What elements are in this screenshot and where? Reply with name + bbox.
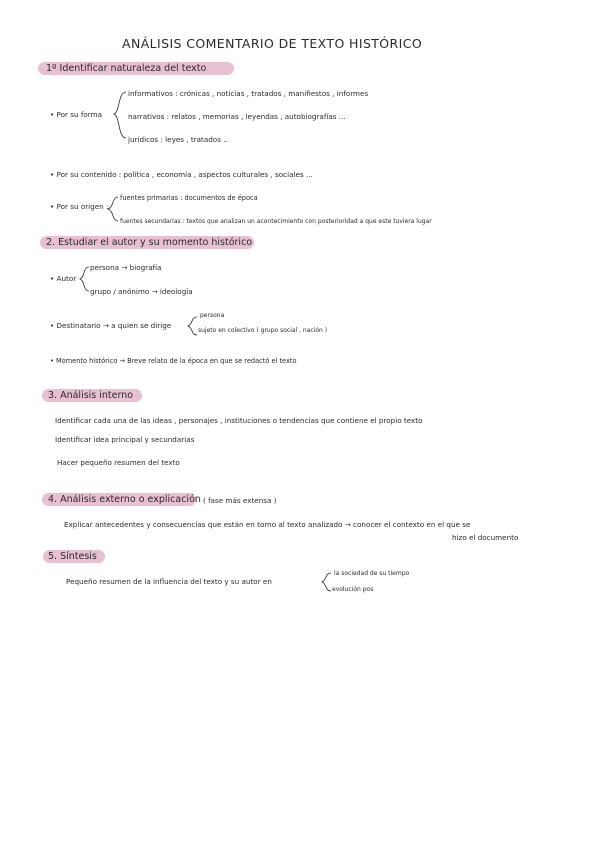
- destinatario-item-persona: persona: [200, 312, 225, 319]
- analisis-externo-line-1: Explicar antecedentes y consecuencias que están en torno al texto analizado → conocer el contexto en el que se: [64, 520, 471, 529]
- analisis-externo-line-2: hizo el documento: [452, 533, 519, 542]
- sintesis-item-evolucion: evolución pos: [332, 586, 374, 593]
- section-4-heading: 4. Análisis externo o explicación: [48, 494, 201, 505]
- origen-item-primarias: fuentes primarias : documentos de época: [120, 194, 258, 202]
- forma-label: • Por su forma: [50, 110, 102, 119]
- section-5-heading: 5. Síntesis: [48, 551, 97, 562]
- section-3-heading: 3. Análisis interno: [48, 390, 134, 401]
- contenido-line: • Por su contenido : política , economía , aspectos culturales , sociales ...: [50, 170, 313, 179]
- destinatario-brace: [188, 316, 198, 336]
- sintesis-brace: [322, 572, 332, 592]
- sintesis-line: Pequeño resumen de la influencia del texto y su autor en: [66, 577, 272, 586]
- section-1-heading: 1º Identificar naturaleza del texto: [46, 63, 207, 74]
- section-4-note: ( fase más extensa ): [203, 496, 277, 505]
- origen-brace: [108, 196, 120, 222]
- destinatario-label: • Destinatario → a quien se dirige: [50, 321, 172, 330]
- sintesis-item-sociedad: la sociedad de su tiempo: [334, 570, 410, 577]
- analisis-interno-line-1: Identificar cada una de las ideas , personajes , instituciones o tendencias que contiene el propio texto: [55, 416, 423, 425]
- autor-label: • Autor: [50, 274, 77, 283]
- forma-item-narrativos: narrativos : relatos , memorias , leyendas , autobiografías ...: [128, 112, 346, 121]
- origen-label: • Por su origen :: [50, 202, 109, 211]
- origen-item-secundarias: fuentes secundarias : textos que analizan un acontecimiento con posterioridad a que este tuviera lugar: [120, 218, 432, 225]
- forma-item-informativos: informativos : crónicas , noticias , tratados , manifiestos , informes: [128, 89, 369, 98]
- forma-item-juridicos: jurídicos : leyes , tratados ..: [128, 135, 228, 144]
- autor-item-grupo: grupo / anónimo → ideología: [90, 287, 193, 296]
- autor-item-persona: persona → biografía: [90, 263, 162, 272]
- analisis-interno-line-2: Identificar idea principal y secundarias: [55, 435, 195, 444]
- page-title: ANÁLISIS COMENTARIO DE TEXTO HISTÓRICO: [122, 36, 423, 51]
- forma-brace: [114, 90, 128, 142]
- analisis-interno-line-3: Hacer pequeño resumen del texto: [57, 458, 180, 467]
- section-2-heading: 2. Estudiar el autor y su momento histórico: [46, 237, 253, 248]
- destinatario-item-colectivo: sujeto en colectivo ( grupo social , nación ): [198, 327, 328, 334]
- momento-line: • Momento histórico → Breve relato de la época en que se redactó el texto: [50, 357, 297, 365]
- autor-brace: [80, 266, 90, 292]
